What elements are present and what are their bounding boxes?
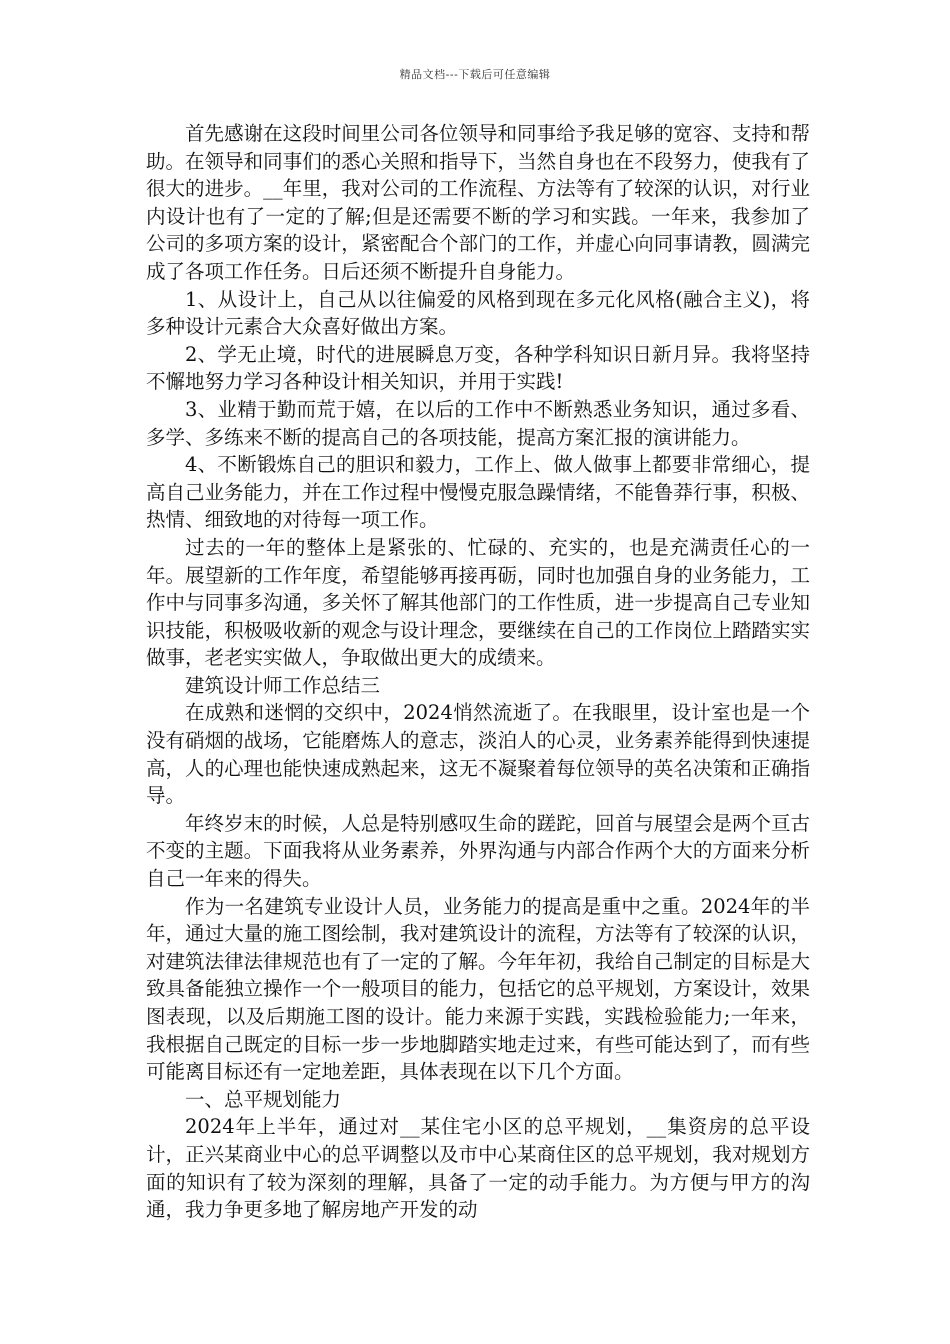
paragraph-intro: 首先感谢在这段时间里公司各位领导和同事给予我足够的宽容、支持和帮助。在领导和同事们的悉心关照和指导下，当然自身也在不段努力，使我有了很大的进步。__年里，我对公司的工作流程、方法等有了较深的认识，对行业内设计也有了一定的了解;但是还需要不断的学习和实践。一年来，我参加了公司的多项方案的设计，紧密配合个部门的工作，并虚心向同事请教，圆满完成了各项工作任务。日后还须不断提升自身能力。 — [146, 122, 810, 283]
paragraph-item-2: 2、学无止境，时代的进展瞬息万变，各种学科知识日新月异。我将坚持不懈地努力学习各种设计相关知识，并用于实践! — [146, 342, 810, 394]
subsection-title: 一、总平规划能力 — [185, 1087, 342, 1111]
page-header: 精品文档---下载后可任意编辑 — [399, 68, 551, 81]
paragraph-item-1: 1、从设计上，自己从以往偏爱的风格到现在多元化风格(融合主义)，将多种设计元素合大众喜好做出方案。 — [146, 287, 810, 339]
paragraph-year-end: 年终岁末的时候，人总是特别感叹生命的蹉跎，回首与展望会是两个亘古不变的主题。下面我将从业务素养，外界沟通与内部合作两个大的方面来分析自己一年来的得失。 — [146, 811, 810, 891]
paragraph-planning: 2024年上半年，通过对__某住宅小区的总平规划，__集资房的总平设计，正兴某商业中心的总平调整以及市中心某商住区的总平规划，我对规划方面的知识有了较为深刻的理解，具备了一定的动手能力。为方便与甲方的沟通，我力争更多地了解房地产开发的动 — [146, 1115, 810, 1222]
paragraph-item-4: 4、不断锻炼自己的胆识和毅力，工作上、做人做事上都要非常细心，提高自己业务能力，并在工作过程中慢慢克服急躁情绪，不能鲁莽行事，积极、热情、细致地的对待每一项工作。 — [146, 453, 810, 532]
paragraph-business-ability: 作为一名建筑专业设计人员，业务能力的提高是重中之重。2024年的半年，通过大量的施工图绘制，我对建筑设计的流程，方法等有了较深的认识，对建筑法律法律规范也有了一定的了解。今年年初，我给自己制定的目标是大致具备能独立操作一个一般项目的能力，包括它的总平规划，方案设计，效果图表现，以及后期施工图的设计。能力来源于实践，实践检验能力;一年来，我根据自己既定的目标一步一步地脚踏实地走过来，有些可能达到了，而有些可能离目标还有一定地差距，具体表现在以下几个方面。 — [146, 894, 810, 1084]
paragraph-summary: 过去的一年的整体上是紧张的、忙碌的、充实的，也是充满责任心的一年。展望新的工作年度，希望能够再接再砺，同时也加强自身的业务能力，工作中与同事多沟通，多关怀了解其他部门的工作性质，进一步提高自己专业知识技能，积极吸收新的观念与设计理念，要继续在自己的工作岗位上踏踏实实做事，老老实实做人，争取做出更大的成绩来。 — [146, 535, 810, 670]
paragraph-section-intro: 在成熟和迷惘的交织中，2024悄然流逝了。在我眼里，设计室也是一个没有硝烟的战场，它能磨炼人的意志，淡泊人的心灵，业务素养能得到快速提高，人的心理也能快速成熟起来，这无不凝聚着每位领导的英名决策和正确指导。 — [146, 701, 810, 808]
section-title: 建筑设计师工作总结三 — [185, 673, 381, 697]
document-body — [146, 120, 810, 1224]
paragraph-item-3: 3、业精于勤而荒于嬉，在以后的工作中不断熟悉业务知识，通过多看、多学、多练来不断的提高自己的各项技能，提高方案汇报的演讲能力。 — [146, 397, 810, 449]
